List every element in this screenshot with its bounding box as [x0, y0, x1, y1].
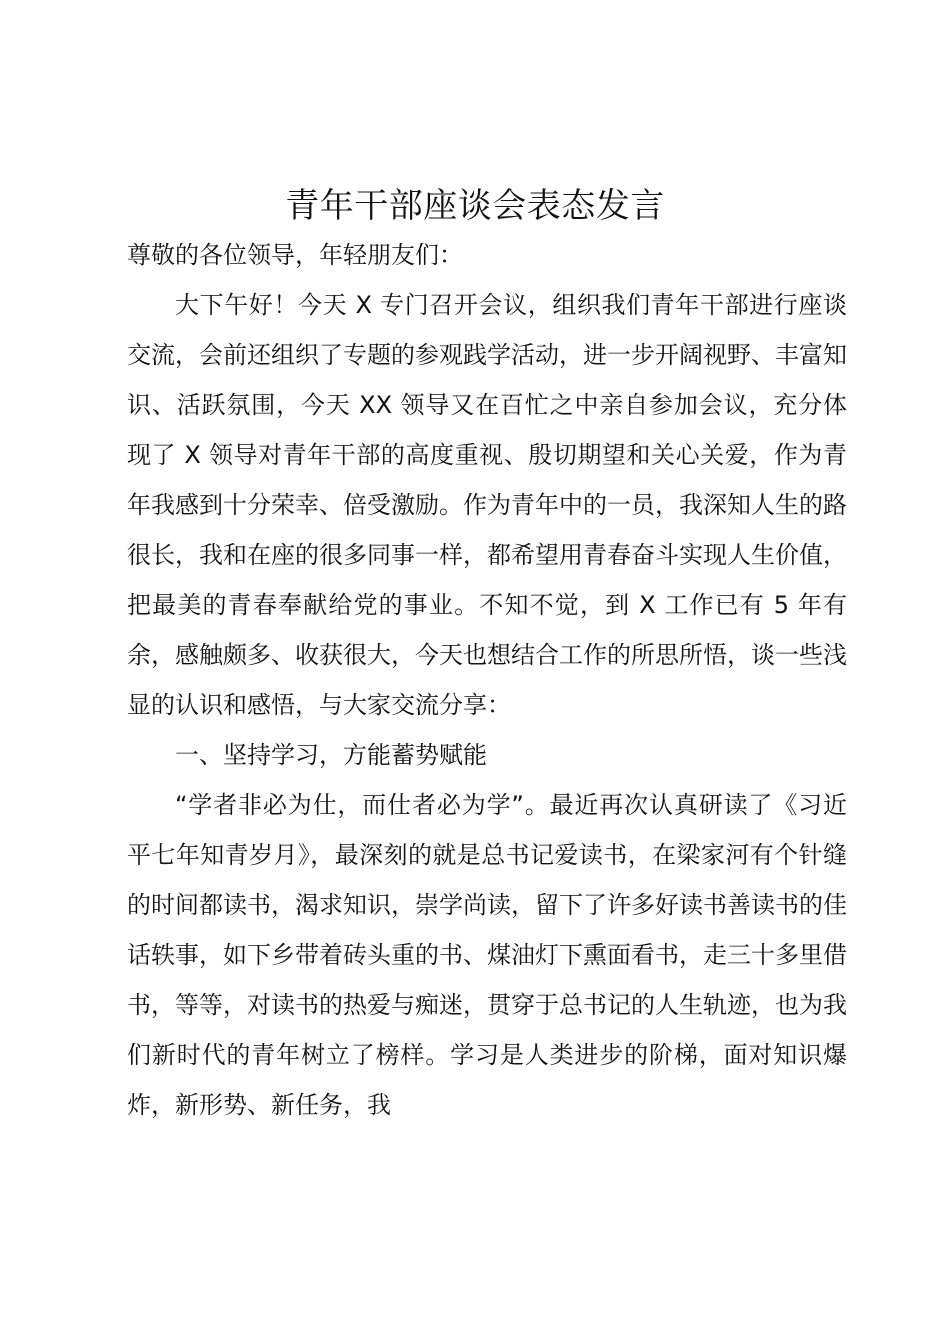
salutation: 尊敬的各位领导，年轻朋友们：: [127, 241, 463, 269]
section-heading: 一、坚持学习，方能蓄势赋能: [175, 741, 487, 769]
intro-paragraph: 大下午好！今天 X 专门召开会议，组织我们青年干部进行座谈交流，会前还组织了专题的参观践学活动，进一步开阔视野、丰富知识、活跃氛围，今天 XX 领导又在百忙之中亲自参加会议，充分体现了 X 领导对青年干部的高度重视、殷切期望和关心关爱，作为青年我感到十分荣幸、倍受激励。作为青年中的一员，我深知人生的路很长，我和在座的很多同事一样，都希望用青春奋斗实现人生价值，把最美的青春奉献给党的事业。不知不觉，到 X 工作已有 5 年有余，感触颇多、收获很大，今天也想结合工作的所思所悟，谈一些浅显的认识和感悟，与大家交流分享：: [127, 291, 847, 719]
section-paragraph: “学者非必为仕，而仕者必为学”。最近再次认真研读了《习近平七年知青岁月》，最深刻的就是总书记爱读书，在梁家河有个针缝的时间都读书，渴求知识，崇学尚读，留下了许多好读书善读书的佳话轶事，如下乡带着砖头重的书、煤油灯下熏面看书，走三十多里借书，等等，对读书的热爱与痴迷，贯穿于总书记的人生轨迹，也为我们新时代的青年树立了榜样。学习是人类进步的阶梯，面对知识爆炸，新形势、新任务，我: [127, 791, 847, 1119]
document-body: [127, 230, 847, 1130]
page-title: 青年干部座谈会表态发言: [285, 186, 665, 226]
